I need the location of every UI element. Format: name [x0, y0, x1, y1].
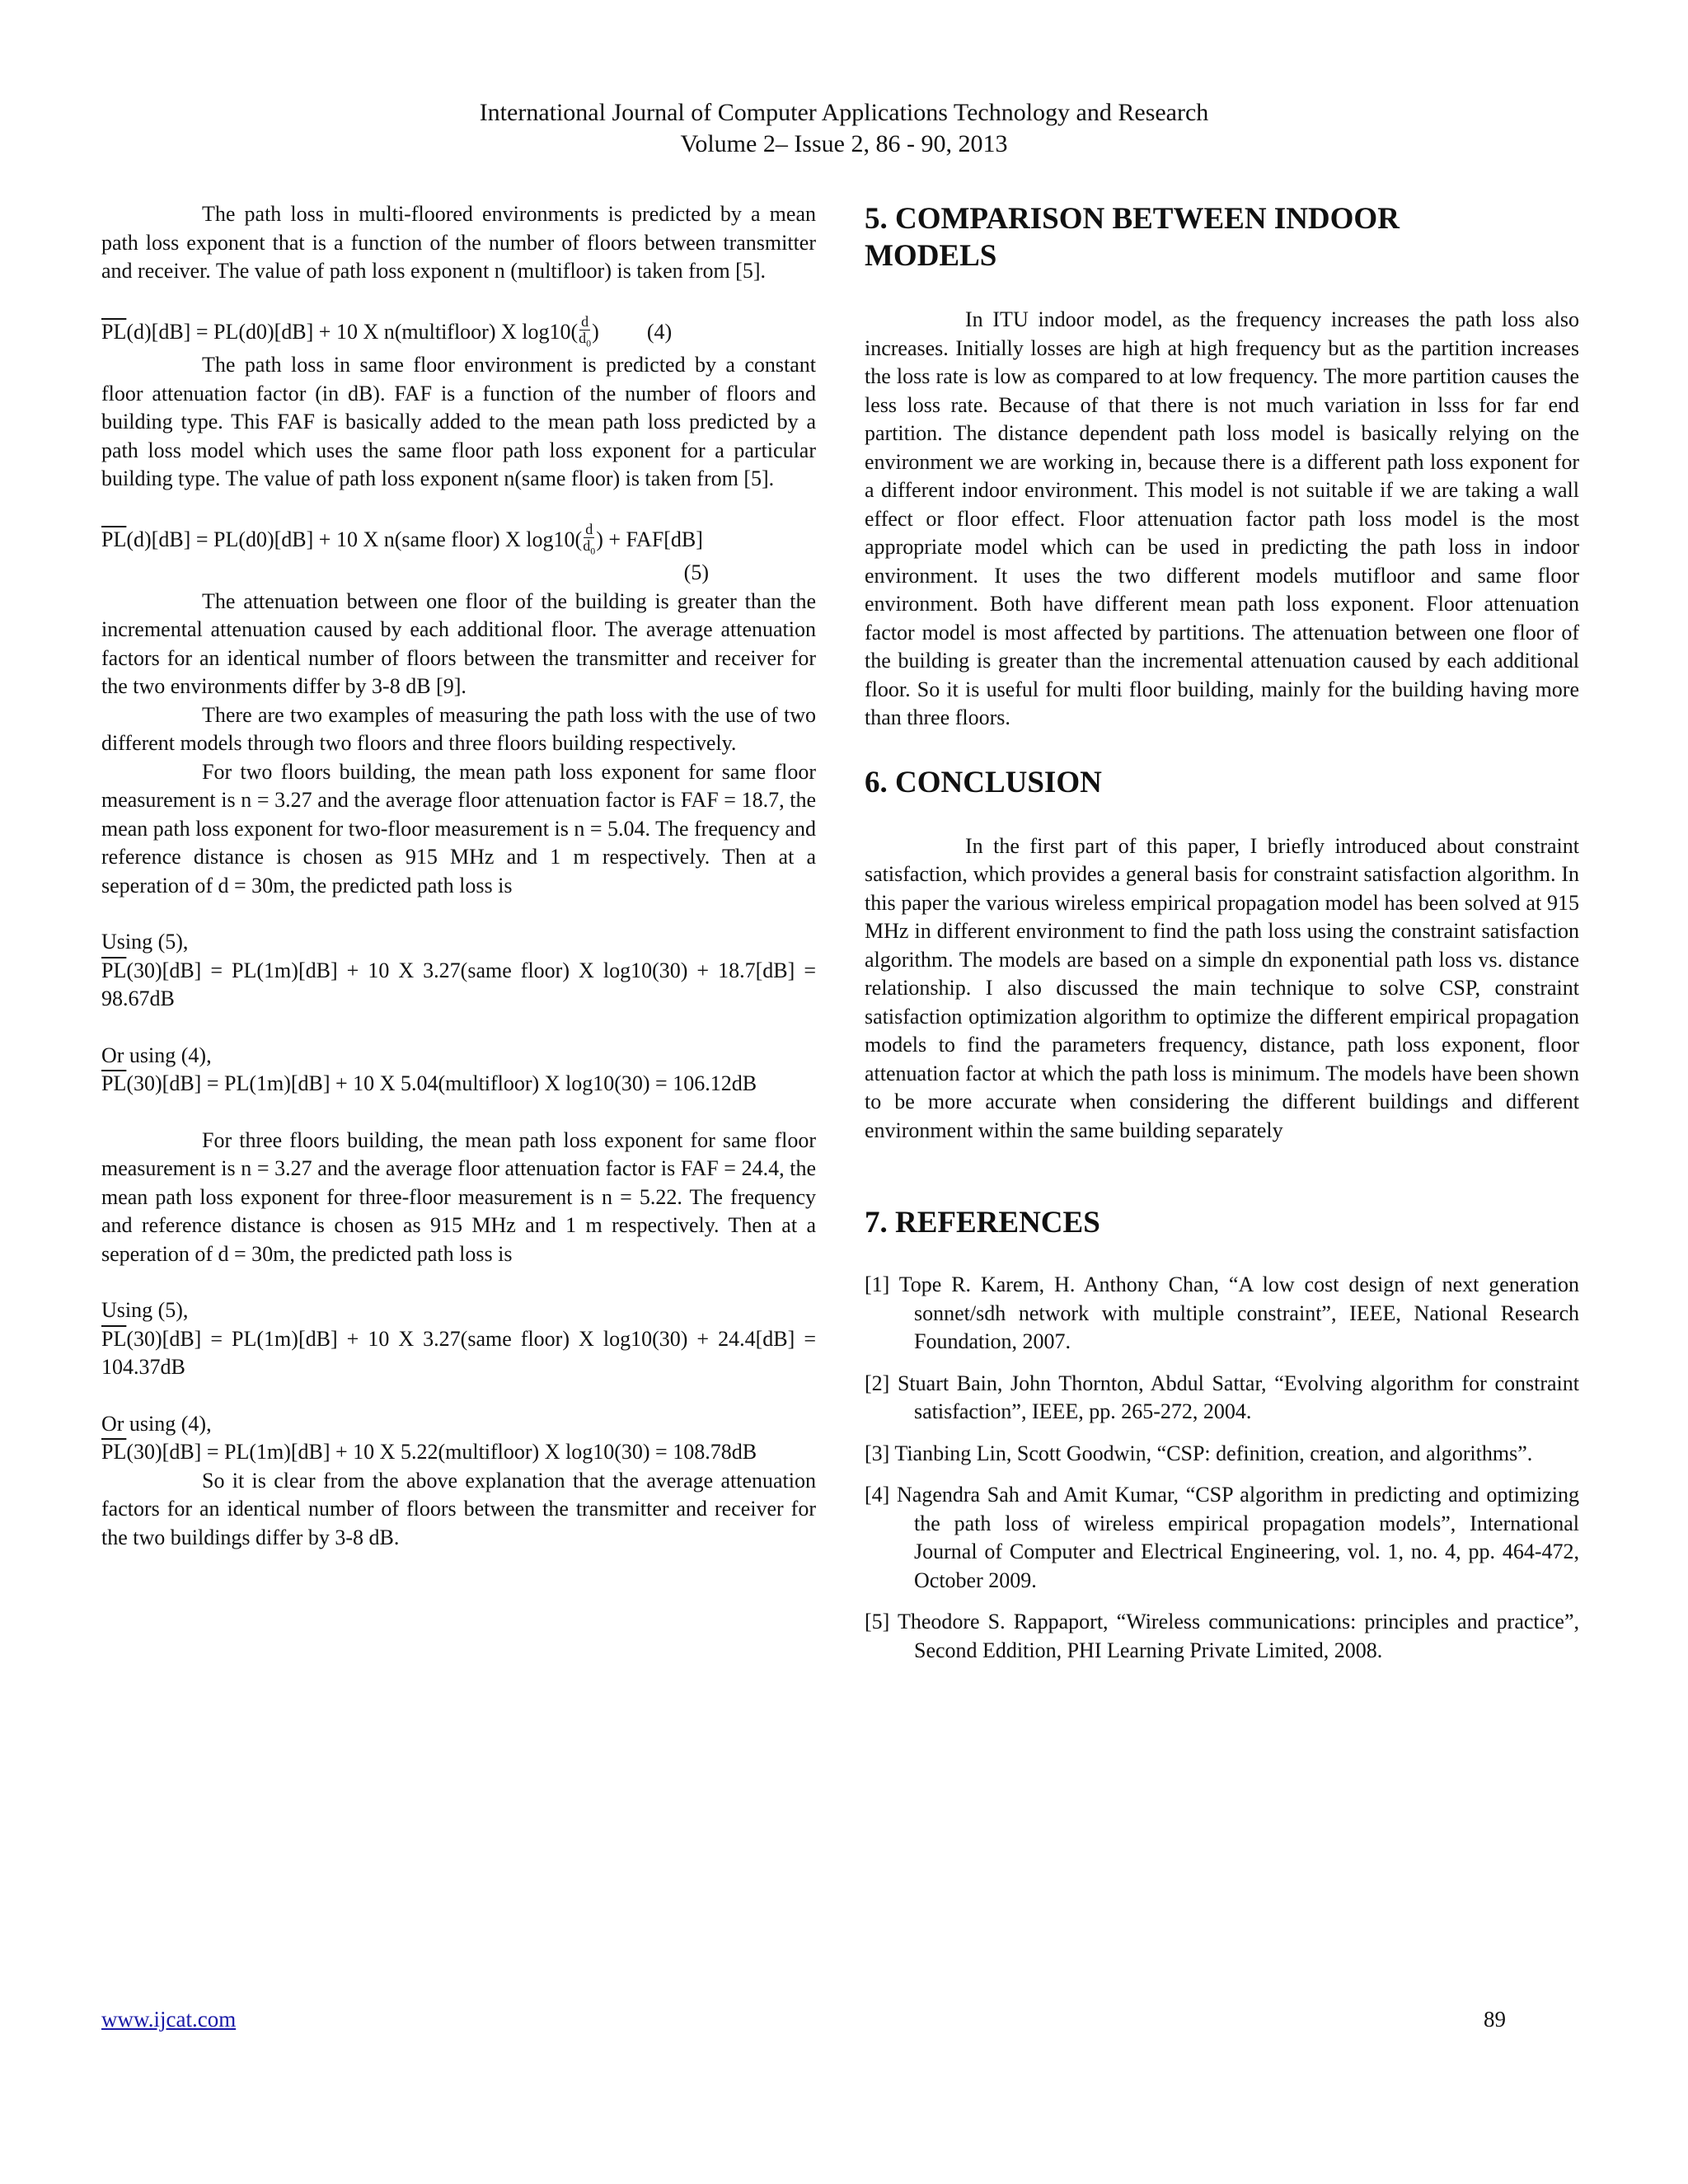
paragraph: There are two examples of measuring the path loss with the use of two different models through two floors and three floors building respectively.: [101, 702, 816, 756]
example-equation: $\overline{PL}(30)[dB] = PL(1m)[dB] + 10$ X 3.27(same floor) X log10(30) + 24.4[dB] = 104.37dB: [101, 1326, 816, 1380]
example-equation: $\overline{PL}(30)[dB] = PL(1m)[dB] + 10$ X 5.22(multifloor) X log10(30) = 108.78dB: [101, 1440, 757, 1465]
example-label: Or using (4),: [101, 1043, 212, 1067]
section-heading: 5. COMPARISON BETWEEN INDOOR MODELS: [865, 202, 1400, 273]
section-heading: 6. CONCLUSION: [865, 765, 1102, 799]
paragraph: For three floors building, the mean path loss exponent for same floor measurement is n = 3.27 and the average floor attenuation factor is FAF = 24.4, the mean path loss exponent for three-floor measurement is n = 5.22. The frequency and reference distance is chosen as 915 MHz and 1 m respectively. Then at a seperation of d = 30m, the predicted path loss is: [101, 1127, 816, 1266]
pl-bar-symbol: $\overline{PL}$: [101, 527, 127, 552]
fraction: $\frac{d}{d_0}$: [579, 312, 592, 349]
reference-item: [1] Tope R. Karem, H. Anthony Chan, “A low cost design of next generation sonnet/sdh network with multiple constraint”, IEEE, National Research Foundation, 2007.: [865, 1272, 1579, 1353]
example-equation: $\overline{PL}(30)[dB] = PL(1m)[dB] + 10$ X 5.04(multifloor) X log10(30) = 106.12dB: [101, 1071, 757, 1096]
pl-bar-symbol: $\overline{PL}$: [101, 1071, 127, 1096]
reference-item: [5] Theodore S. Rappaport, “Wireless communications: principles and practice”, Second Eddition, PHI Learning Private Limited, 2008.: [865, 1610, 1579, 1662]
volume-info: Volume 2– Issue 2, 86 - 90, 2013: [680, 130, 1008, 157]
left-column: [101, 200, 816, 1552]
example-equation: $\overline{PL}(30)[dB] = PL(1m)[dB] + 10$ X 3.27(same floor) X log10(30) + 18.7[dB] = 98.67dB: [101, 958, 816, 1011]
example-label: Using (5),: [101, 930, 189, 954]
right-column: [865, 200, 1579, 1678]
paragraph: The attenuation between one floor of the building is greater than the incremental attenuation caused by each additional floor. The average attenuation factors for an identical number of floors between the transmitter and receiver for the two environments differ by 3-8 dB [9].: [101, 588, 816, 699]
website-link[interactable]: www.ijcat.com: [101, 2007, 237, 2032]
pl-bar-symbol: $\overline{PL}$: [101, 1326, 127, 1351]
reference-item: [2] Stuart Bain, John Thornton, Abdul Sattar, “Evolving algorithm for constraint satisfaction”, IEEE, pp. 265-272, 2004.: [865, 1371, 1579, 1423]
pl-bar-symbol: $\overline{PL}$: [101, 958, 127, 982]
equation-4: $\overline{PL}$ (d)[dB] = PL(d0)[dB] + 10 X n(multifloor) X log10( $\frac{d}{d_0}$ ) (4): [101, 314, 816, 352]
section-heading: 7. REFERENCES: [865, 1206, 1100, 1240]
pl-bar-symbol: $\overline{PL}$: [101, 320, 127, 344]
paragraph: The path loss in same floor environment is predicted by a constant floor attenuation factor (in dB). FAF is a function of the number of floors and building type. This FAF is basically added to the mean path loss predicted by a path loss model which uses the same floor path loss exponent for a particular building type. The value of path loss exponent n(same floor) is taken from [5].: [101, 353, 816, 491]
equation-number: (4): [646, 320, 673, 344]
example-label: Using (5),: [101, 1298, 189, 1323]
equation-number: (5): [683, 560, 709, 585]
reference-item: [4] Nagendra Sah and Amit Kumar, “CSP algorithm in predicting and optimizing the path loss of wireless empirical propagation models”, International Journal of Computer and Electrical Engineering, vol. 1, no. 4, pp. 464-472, October 2009.: [865, 1483, 1579, 1592]
running-header: [0, 97, 1688, 160]
pl-bar-symbol: $\overline{PL}$: [101, 1440, 127, 1465]
equation-5: $\overline{PL}$ (d)[dB] = PL(d0)[dB] + 10 X n(same floor) X log10( $\frac{d}{d_0}$ ) + FAF[dB]: [101, 522, 816, 560]
fraction: $\frac{d}{d_0}$: [583, 520, 596, 557]
paragraph: For two floors building, the mean path loss exponent for same floor measurement is n = 3.27 and the average floor attenuation factor is FAF = 18.7, the mean path loss exponent for two-floor measurement is n = 5.04. The frequency and reference distance is chosen as 915 MHz and 1 m respectively. Then at a seperation of d = 30m, the predicted path loss is: [101, 759, 816, 898]
page-number: 89: [1484, 2007, 1506, 2032]
paragraph: So it is clear from the above explanation that the average attenuation factors for an identical number of floors between the transmitter and receiver for the two buildings differ by 3-8 dB.: [101, 1468, 816, 1549]
paragraph: The path loss in multi-floored environments is predicted by a mean path loss exponent that is a function of the number of floors between transmitter and receiver. The value of path loss exponent n (multifloor) is taken from [5].: [101, 202, 816, 283]
paragraph: In ITU indoor model, as the frequency increases the path loss also increases. Initially losses are high at high frequency but as the partition increases the loss rate is low as compared to at low frequency. The more partition causes the less loss rate. Because of that there is not much variation in lsss for far end partition. The distance dependent path loss model is basically relying on the environment we are working in, because there is a different path loss exponent for a different indoor environment. This model is not suitable if we are taking a wall effect or floor effect. Floor attenuation factor path loss model is the most appropriate model which can be used in predicting the path loss in indoor environment. It uses the two different models mutifloor and same floor environment. Both have different mean path loss exponent. Floor attenuation factor model is most affected by partitions. The attenuation between one floor of the building is greater than the incremental attenuation caused by each additional floor. So it is useful for multi floor building, mainly for the building having more than three floors.: [865, 307, 1579, 729]
example-label: Or using (4),: [101, 1411, 212, 1436]
paragraph: In the first part of this paper, I briefly introduced about constraint satisfaction, which provides a general basis for constraint satisfaction algorithm. In this paper the various wireless empirical propagation model has been solved at 915 MHz in different environment to find the path loss using the constraint satisfaction algorithm. The models are based on a simple dn exponential path loss vs. distance relationship. I also discussed the main technique to solve CSP, constraint satisfaction optimization algorithm to optimize the different empirical propagation models to find the parameters frequency, distance, path loss exponent, floor attenuation factor at which the path loss is minimum. The models have been shown to be more accurate when considering the different buildings and different environment within the same building separately: [865, 833, 1579, 1142]
reference-item: [3] Tianbing Lin, Scott Goodwin, “CSP: definition, creation, and algorithms”.: [865, 1441, 1533, 1465]
journal-title: International Journal of Computer Applications Technology and Research: [479, 99, 1209, 126]
